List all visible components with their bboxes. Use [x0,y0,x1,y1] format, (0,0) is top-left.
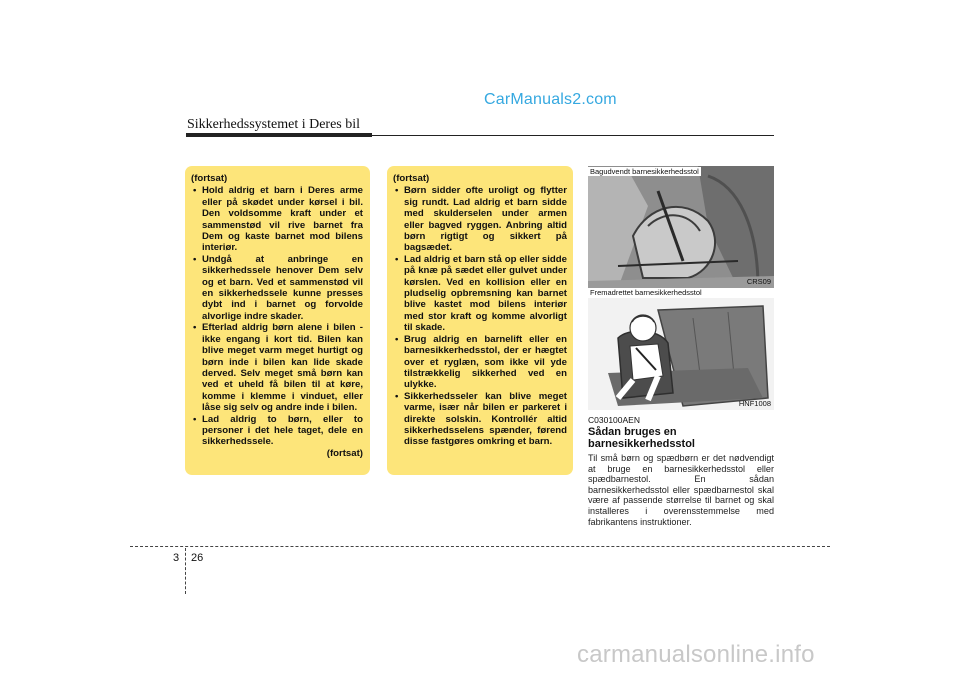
section-code: C030100AEN [588,415,640,425]
footer-divider [130,546,830,547]
warning-box-right [387,166,573,475]
section-body: Til små børn og spædbørn er det nødvendigt at bruge en barnesikkerhedsstol eller spædbarnestol. En sådan barnesikkerhedsstol eller spædbarnestol skal være af passende størrelse til barnet og skal installeres i overensstemmelse med fabrikantens instruktioner. [588,453,774,527]
watermark-top[interactable]: CarManuals2.com [484,91,617,108]
warning-bullet: • Lad aldrig to børn, eller to personer i det hele taget, dele en sikkerhedssele. [191,414,363,448]
figure-code: CRS09 [746,277,771,286]
footer-vertical-divider [185,548,186,594]
chapter-number: 3 [173,552,180,564]
warning-bullet: • Sikkerhedsseler kan blive meget varme, især når bilen er parkeret i direkte solskin. Kontrollér altid sikkerhedsselens spænder, førend disse fastgøres omkring et barn. [393,391,567,448]
warning-box-left [185,166,370,475]
warning-bullet: • Lad aldrig et barn stå op eller sidde på knæ på sædet eller gulvet under kørslen. Ved en kollision eller en pludselig opbremsning kan barnet blive kastet mod bilens interiør med stor kraft og komme alvorligt til skade. [393,254,567,334]
title-underline-bar [186,133,372,137]
warning-bullet: • Efterlad aldrig børn alene i bilen - ikke engang i kort tid. Bilen kan blive meget varm meget hurtigt og børn inde i bilen kan lide skade derved. Selv meget små børn kan ved et uheld få bilen til at køre, komme i klemme i vinduet, eller låse sig selv og andre inde i bilen. [191,322,363,413]
continued-label: (fortsat) [393,173,430,184]
rear-facing-seat-illustration [588,166,774,288]
front-seat-drawing [588,298,774,410]
forward-facing-seat-illustration [588,298,774,410]
warning-bullet: • Børn sidder ofte uroligt og flytter sig rundt. Lad aldrig et barn sidde med skulderselen under armen eller bagved ryggen. Anbring altid børn rigtigt og sikkert på bagsædet. [393,185,567,253]
figure-label: Fremadrettet barnesikkerhedsstol [590,288,702,297]
rear-seat-drawing [588,166,774,288]
continued-label-bottom: (fortsat) [326,447,363,459]
title-rule [372,135,774,136]
watermark-bottom[interactable]: carmanualsonline.info [577,641,815,668]
page-number: 26 [191,552,204,564]
warning-bullet: • Brug aldrig en barnelift eller en barnesikkerhedsstol, der er hægtet over et ryglæn, som ikke vil yde tilstrækkelig sikkerhed ved en ulykke. [393,334,567,391]
figure-code: HNF1008 [738,399,771,408]
section-title: Sikkerhedssystemet i Deres bil [187,117,361,132]
section-heading: Sådan bruges en barnesikkerhedsstol [588,426,695,450]
warning-bullet: • Undgå at anbringe en sikkerhedssele henover Dem selv og et barn. Ved et sammenstød vil en sikkerhedssele kunne presses dybt ind i barnet og forvolde alvorlige indre skader. [191,254,363,322]
warning-bullet: • Hold aldrig et barn i Deres arme eller på skødet under kørsel i bil. Den voldsomme kraft under et sammenstød vil rive barnet fra Dem og kaste barnet mod bilens interiør. [191,185,363,253]
continued-label: (fortsat) [191,173,228,184]
figure-label: Bagudvendt barnesikkerhedsstol [590,167,699,176]
warning-list [393,185,567,447]
warning-list [191,185,363,447]
